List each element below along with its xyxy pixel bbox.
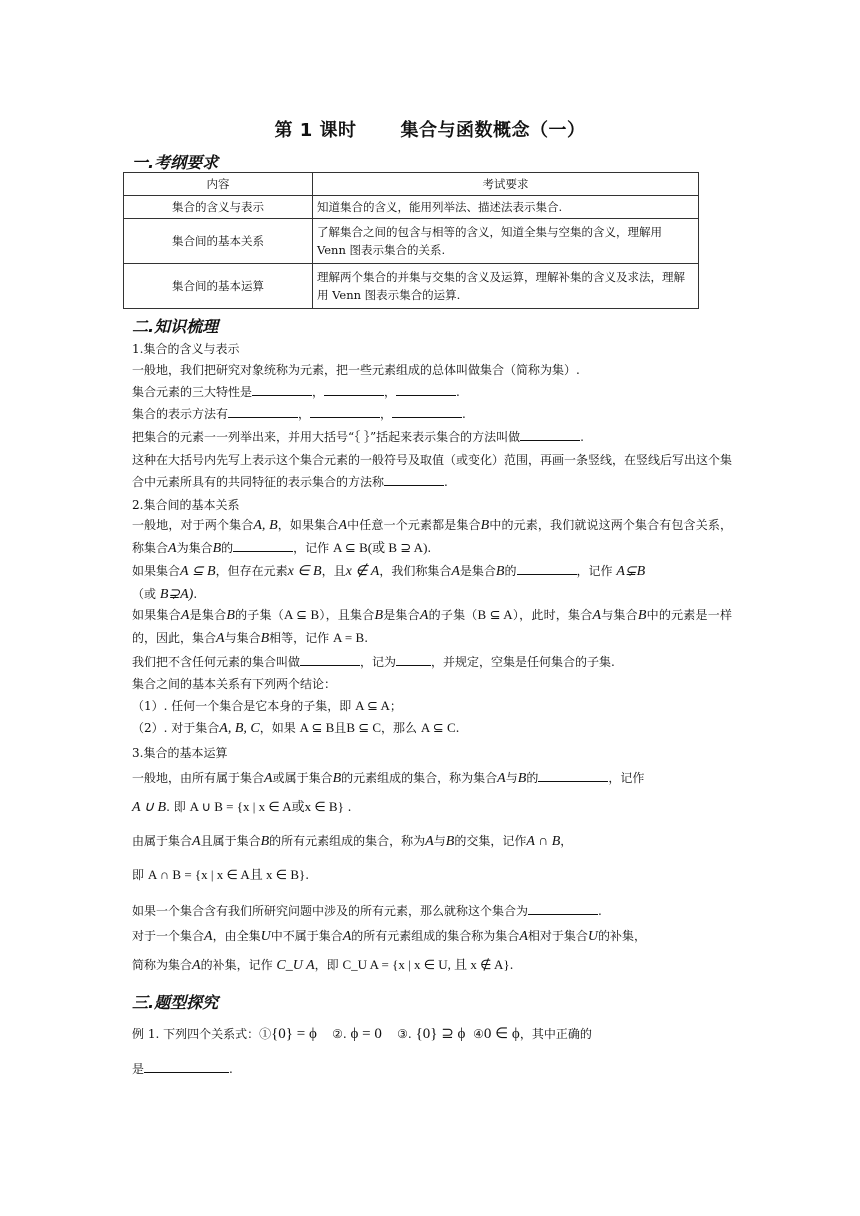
fill-blank[interactable] (144, 1060, 229, 1073)
table-row (124, 219, 699, 264)
section-heading-syllabus: 一.考纲要求 (132, 153, 219, 172)
page-title: 第 1 课时 集合与函数概念（一） (274, 120, 586, 141)
table-header-cell: 考试要求 (313, 173, 699, 196)
table-cell: 集合间的基本运算 (124, 264, 313, 309)
table-cell: 集合的含义与表示 (124, 196, 313, 219)
text-line: 集合的表示方法有 ， ， . (132, 407, 466, 421)
table-cell: 集合间的基本关系 (124, 219, 313, 264)
subheading-1: 1.集合的含义与表示 (132, 342, 240, 356)
fill-blank[interactable] (228, 405, 298, 418)
subheading-3: 3.集合的基本运算 (132, 746, 228, 760)
fill-blank[interactable] (396, 653, 431, 666)
section-heading-problems: 三.题型探究 (132, 993, 219, 1012)
table-cell: 知道集合的含义，能用列举法、描述法表示集合. (313, 196, 699, 219)
fill-blank[interactable] (300, 653, 360, 666)
requirements-table (123, 172, 699, 309)
fill-blank[interactable] (520, 428, 580, 441)
table-header-cell: 内容 (124, 173, 313, 196)
example-1-answer-line: 是 . (132, 1062, 233, 1076)
fill-blank[interactable] (538, 769, 608, 782)
fill-blank[interactable] (233, 539, 293, 552)
text-paragraph: 如果集合A ⊆ B，但存在元素x ∈ B，且x ∉ A，我们称集合A是集合B的 ，记作 A⊊B （或 B⊋A). (132, 564, 646, 602)
table-header-row (124, 173, 699, 196)
text-paragraph: 一般地，由所有属于集合A或属于集合B的元素组成的集合，称为集合A与B的 ，记作 A ∪ B. 即 A ∪ B = {x | x ∈ A或x ∈ B} . (132, 771, 645, 815)
fill-blank[interactable] (324, 383, 384, 396)
fill-blank[interactable] (396, 383, 456, 396)
fill-blank[interactable] (252, 383, 312, 396)
text-paragraph: 如果集合A是集合B的子集（A ⊆ B），且集合B是集合A的子集（B ⊆ A），此时，集合A与集合B中的元素是一样的，因此，集合A与集合B相等，记作 A = B. (132, 607, 732, 646)
text-paragraph: 一般地，对于两个集合A, B，如果集合A中任意一个元素都是集合B中的元素，我们就说这两个集合有包含关系，称集合A为集合B的 ，记作 A ⊆ B(或 B ⊇ A). (132, 518, 732, 556)
subheading-2: 2.集合间的基本关系 (132, 498, 240, 512)
fill-blank[interactable] (517, 562, 577, 575)
text-line: （1）. 任何一个集合是它本身的子集，即 A ⊆ A； (132, 698, 402, 713)
text-line: 集合之间的基本关系有下列两个结论： (132, 677, 337, 691)
example-1: 例 1. 下列四个关系式：①{0} = ϕ ②. ϕ = 0 ③. {0} ⊇ ϕ ④0 ∈ ϕ，其中正确的 (132, 1026, 592, 1042)
table-row (124, 196, 699, 219)
text-line: 我们把不含任何元素的集合叫做 ，记为 ，并规定，空集是任何集合的子集. (132, 655, 615, 669)
text-line: 即 A ∩ B = {x | x ∈ A且 x ∈ B}. (132, 867, 310, 882)
fill-blank[interactable] (310, 405, 380, 418)
table-row (124, 264, 699, 309)
text-line: （2）. 对于集合A, B, C，如果 A ⊆ B且B ⊆ C，那么 A ⊆ C. (132, 720, 460, 736)
text-line: 一般地，我们把研究对象统称为元素，把一些元素组成的总体叫做集合（简称为集）. (132, 363, 580, 377)
text-line: 由属于集合A且属于集合B的所有元素组成的集合，称为A与B的交集，记作A ∩ B， (132, 834, 573, 849)
table-cell: 了解集合之间的包含与相等的含义，知道全集与空集的含义，理解用 Venn 图表示集合的关系. (313, 219, 699, 264)
fill-blank[interactable] (392, 405, 462, 418)
text-line: 把集合的元素一一列举出来，并用大括号“｛ ｝”括起来表示集合的方法叫做 . (132, 430, 584, 444)
text-paragraph: 这种在大括号内先写上表示这个集合元素的一般符号及取值（或变化）范围，再画一条竖线，在竖线后写出这个集合中元素所具有的共同特征的表示集合的方法称 . (132, 453, 733, 489)
table-cell: 理解两个集合的并集与交集的含义及运算，理解补集的含义及求法，理解用 Venn 图表示集合的运算. (313, 264, 699, 309)
section-heading-knowledge: 二.知识梳理 (132, 317, 219, 336)
fill-blank[interactable] (528, 902, 598, 915)
text-paragraph: 对于一个集合A，由全集U中不属于集合A的所有元素组成的集合称为集合A相对于集合U的补集， 简称为集合A的补集，记作 C_U A，即 C_U A = {x | x ∈ U, 且 x ∉ A}. (132, 929, 647, 973)
fill-blank[interactable] (384, 473, 444, 486)
text-line: 集合元素的三大特性是 ， ， . (132, 385, 460, 399)
text-line: 如果一个集合含有我们所研究问题中涉及的所有元素，那么就称这个集合为 . (132, 904, 602, 918)
